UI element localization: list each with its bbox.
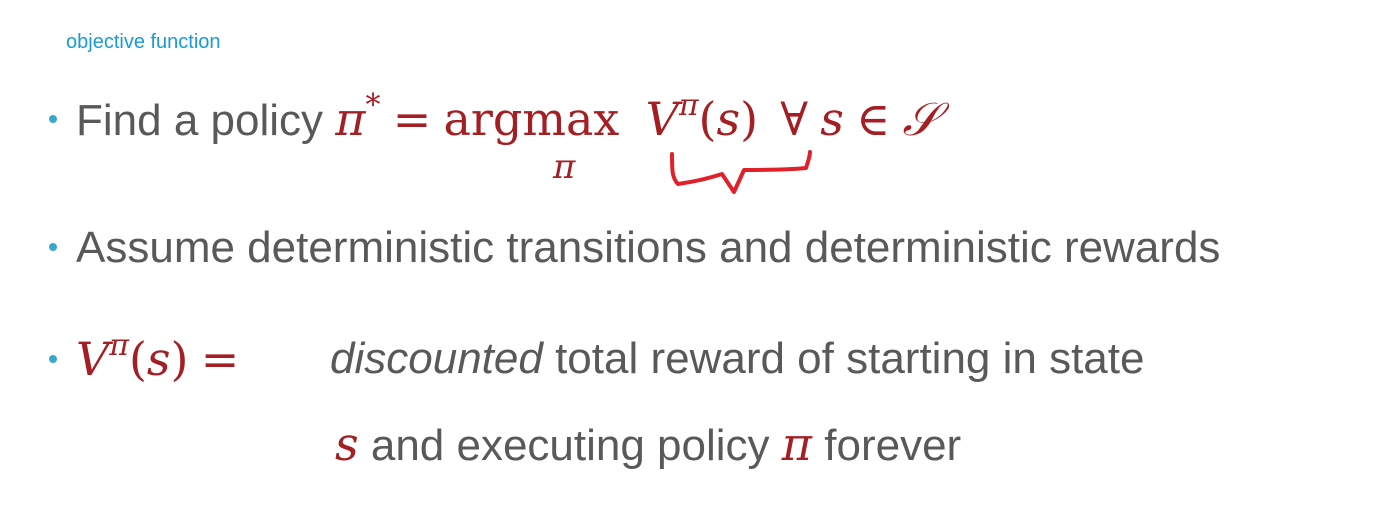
bullet-assume-deterministic [76,222,1220,274]
emphasis-discounted: discounted [330,334,543,383]
pi-symbol: π [335,92,366,146]
state-s: s [335,417,359,471]
bullet-text: Assume deterministic transitions and deterministic rewards [76,223,1221,272]
equals-sign: = [392,92,432,146]
bullet-value-definition [76,328,240,387]
argmax-subscript-pi: π [553,147,576,187]
value-function-v: V [645,92,679,146]
state-s-quantified: s [820,92,844,146]
state-set-symbol: 𝒮 [902,92,939,146]
v-superscript-pi: π [678,88,699,123]
bullet-dot [49,243,57,251]
bullet-dot [49,355,57,363]
element-of-symbol: ∈ [856,92,891,146]
underbrace-stroke [672,152,810,192]
definition-text: total reward of starting in state [555,334,1145,383]
close-paren: ) [740,92,759,146]
definition-line-1 [330,333,1144,385]
open-paren: ( [128,332,147,386]
forall-symbol: ∀ [780,92,809,146]
annotation-objective-function [66,30,221,54]
policy-pi: π [781,417,813,471]
state-s: s [716,92,741,146]
bullet-find-policy [76,88,939,147]
close-paren: ) [170,332,189,386]
bullet-text: Find a policy [76,96,324,145]
definition-text: and executing policy [370,421,770,470]
definition-text: forever [824,421,962,470]
value-function-v: V [76,332,110,386]
annotation-text: objective function [66,31,221,53]
v-superscript-pi: π [109,328,129,363]
ink-underbrace-icon [660,148,820,196]
argmax-operator: argmax [443,92,620,146]
definition-line-2 [335,418,961,472]
state-s: s [146,332,171,386]
bullet-dot [49,115,57,123]
open-paren: ( [698,92,717,146]
equals-sign: = [200,332,240,386]
star-superscript: * [365,88,381,123]
